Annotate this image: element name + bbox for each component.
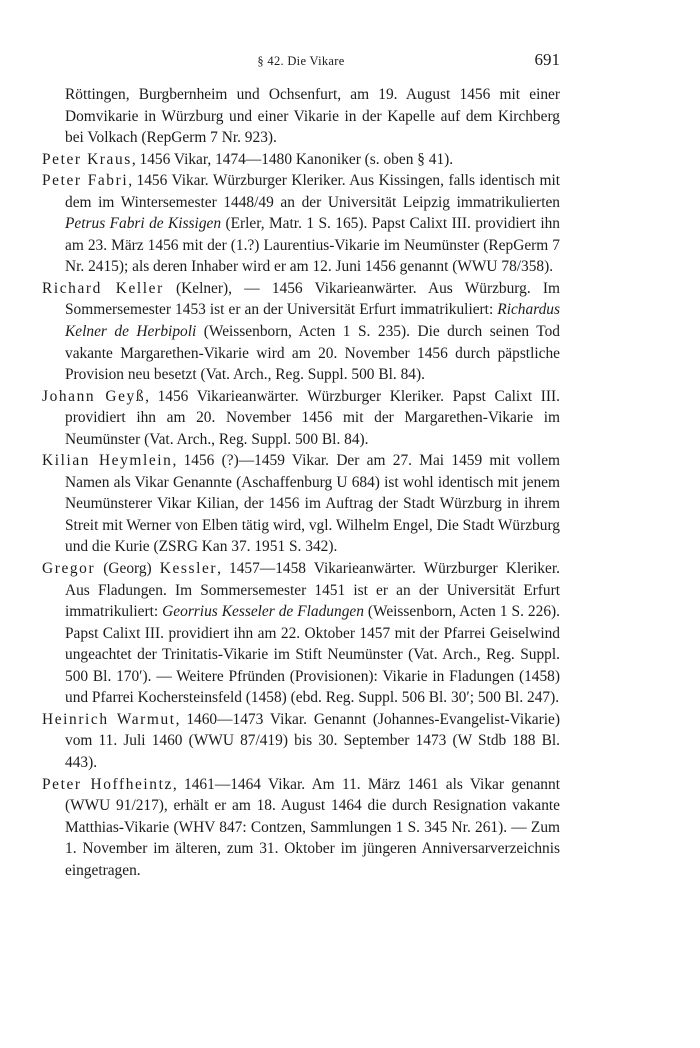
entry-text: , 1461—1464 Vikar. Am 11. März 1461 als Vikar genannt (WWU 91/217), erhält er am 18. August 1464 die durch Resignation vakante Matthias-Vikarie (WHV 847: Contzen, Sammlungen 1 S. 345 Nr. 261). — Zum 1. November im älteren, zum 31. Oktober im jüngeren Anniversarverzeichnis eingetragen.: [65, 775, 560, 879]
entry: [42, 278, 560, 386]
italic-citation: Richardus Kelner de Herbipoli: [65, 301, 560, 341]
entry-text: (Erler, Matr. 1 S. 165). Papst Calixt III. providiert ihn am 23. März 1456 mit der (1.?) Laurentius-Vikarie im Neumünster (RepGerm 7 Nr. 2415); als deren Inhaber wird er am 12. Juni 1456 genannt (WWU 78/358).: [65, 215, 560, 276]
entry-name-variant: (Georg): [95, 560, 160, 578]
entry-name: Peter Hoffheintz: [42, 775, 173, 793]
body-text: [42, 84, 560, 881]
italic-citation: Petrus Fabri de Kissigen: [65, 215, 222, 233]
running-head: § 42. Die Vikare: [257, 54, 345, 68]
entry-name: Kilian Heymlein: [42, 452, 173, 470]
entry-name: Richard Keller: [42, 279, 164, 297]
entry-text: (Kelner), — 1456 Vikarieanwärter. Aus Würzburg. Im Sommersemester 1453 ist er an der Universität Erfurt immatrikuliert:: [65, 279, 560, 319]
entry-name: Peter Fabri: [42, 172, 129, 190]
entry-name: Johann Geyß: [42, 387, 146, 405]
entry: [42, 386, 560, 451]
entry-text: (Weissenborn, Acten 1 S. 235). Die durch seinen Tod vakante Margarethen-Vikarie wird am 20. November 1456 durch päpstliche Provision neu besetzt (Vat. Arch., Reg. Suppl. 500 Bl. 84).: [65, 323, 560, 384]
entry-surname: Kessler: [159, 560, 218, 578]
entry-continuation: [42, 84, 560, 149]
entry: [42, 149, 560, 171]
entry-name: Gregor: [42, 560, 96, 578]
entry-name: Heinrich Warmut: [42, 710, 176, 728]
entry-text: , 1457—1458 Vikarieanwärter. Würzburger Kleriker. Aus Fladungen. Im Sommersemester 1451 ist er an der Universität Erfurt immatrikuliert:: [65, 560, 560, 621]
italic-citation: Georrius Kesseler de Fladungen: [162, 603, 364, 621]
page-header: [42, 50, 560, 72]
entry-text: (Weissenborn, Acten 1 S. 226). Papst Calixt III. providiert ihn am 22. Oktober 1457 mit der Pfarrei Geiselwind ungeachtet der Trinitatis-Vikarie im Stift Neumünster (Vat. Arch., Reg. Suppl. 500 Bl. 170′). — Weitere Pfründen (Provisionen): Vikarie in Fladungen (1458) und Pfarrei Kochersteinsfeld (1458) (ebd. Reg. Suppl. 506 Bl. 30′; 500 Bl. 247).: [65, 603, 560, 707]
entry-text: , 1460—1473 Vikar. Genannt (Johannes-Evangelist-Vikarie) vom 11. Juli 1460 (WWU 87/419) bis 30. September 1473 (W Stdb 188 Bl. 443).: [65, 710, 560, 771]
entry-text: , 1456 Vikar, 1474—1480 Kanoniker (s. oben § 41).: [131, 150, 454, 168]
entry-text: , 1456 (?)—1459 Vikar. Der am 27. Mai 1459 mit vollem Namen als Vikar Genannte (Aschaffenburg U 684) ist wohl identisch mit jenem Neumünsterer Vikar Kilian, der 1456 im Auftrag der Stadt Würzburg in ihrem Streit mit Werner von Elben tätig wird, vgl. Wilhelm Engel, Die Stadt Würzburg und die Kurie (ZSRG Kan 37. 1951 S. 342).: [65, 452, 560, 556]
entry-text: Röttingen, Burgbernheim und Ochsenfurt, am 19. August 1456 mit einer Domvikarie in Würzburg und einer Vikarie in der Kapelle auf dem Kirchberg bei Volkach (RepGerm 7 Nr. 923).: [65, 86, 560, 147]
entry-text: , 1456 Vikar. Würzburger Kleriker. Aus Kissingen, falls identisch mit dem im Wintersemester 1448/49 an der Universität Leipzig immatrikulierten: [65, 172, 561, 211]
entry: [42, 170, 560, 278]
entry: [42, 774, 560, 882]
entry: [42, 450, 560, 558]
entry-name: Peter Kraus: [42, 150, 132, 168]
entry-text: , 1456 Vikarieanwärter. Würzburger Kleriker. Papst Calixt III. providiert ihn am 20. November 1456 mit der Margarethen-Vikarie im Neumünster (Vat. Arch., Reg. Suppl. 500 Bl. 84).: [65, 387, 560, 448]
entry: [42, 709, 560, 774]
page-number: 691: [534, 50, 560, 69]
entry: [42, 558, 560, 709]
